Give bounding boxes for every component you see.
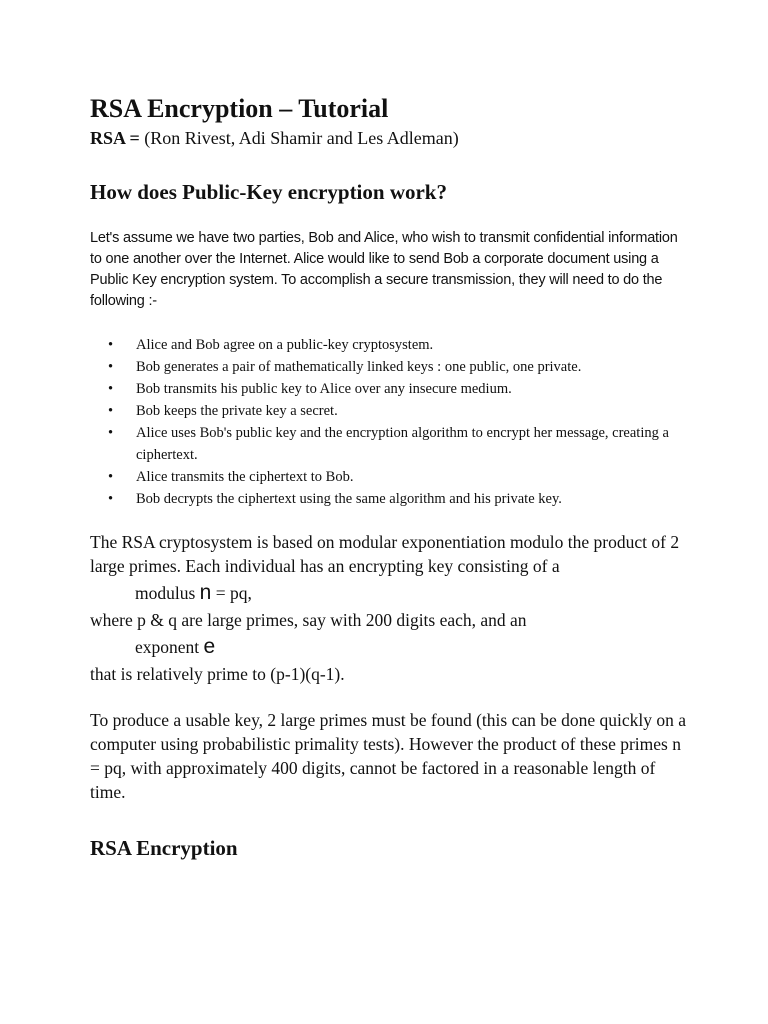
list-item-text: Bob decrypts the ciphertext using the same algorithm and his private key. [136, 491, 562, 507]
bullet-icon: • [108, 381, 114, 397]
section-heading-rsa-encryption: RSA Encryption [90, 836, 238, 860]
list-item [108, 466, 690, 488]
bullet-icon: • [108, 359, 114, 375]
page-title: RSA Encryption – Tutorial [90, 94, 389, 123]
modulus-label: modulus [135, 583, 196, 603]
bullet-icon: • [108, 403, 114, 419]
bullet-icon: • [108, 469, 114, 485]
list-item-text: Bob keeps the private key a secret. [136, 403, 338, 419]
exponent-line [90, 632, 690, 662]
exponent-label: exponent [135, 637, 200, 657]
subtitle-text: (Ron Rivest, Adi Shamir and Les Adleman) [144, 128, 459, 148]
list-item [108, 378, 690, 400]
bullet-icon: • [108, 491, 114, 507]
list-item-text: Bob generates a pair of mathematically linked keys : one public, one private. [136, 359, 582, 375]
key-paragraph: To produce a usable key, 2 large primes must be found (this can be done quickly on a computer using probabilistic primality tests). However the product of these primes n = pq, with approximately 400 digits, cannot be factored in a reasonable length of time. [90, 710, 687, 802]
list-item [108, 334, 690, 356]
list-item [108, 422, 690, 466]
intro-paragraph: Let's assume we have two parties, Bob and Alice, who wish to transmit confidential information to one another over the Internet. Alice would like to send Bob a corporate document using a Public Key encryption system. To accomplish a secure transmission, they will need to do the following :- [90, 230, 678, 309]
rsa-paragraph-line3: that is relatively prime to (p-1)(q-1). [90, 664, 345, 684]
steps-list [90, 334, 690, 510]
modulus-line [90, 578, 690, 608]
list-item [108, 356, 690, 378]
list-item-text: Alice transmits the ciphertext to Bob. [136, 469, 354, 485]
list-item-text: Alice uses Bob's public key and the encryption algorithm to encrypt her message, creating a ciphertext. [136, 425, 669, 463]
modulus-variable: n [199, 581, 212, 604]
list-item-text: Bob transmits his public key to Alice over any insecure medium. [136, 381, 512, 397]
document-page [90, 92, 690, 862]
exponent-variable: e [203, 635, 216, 658]
bullet-icon: • [108, 337, 114, 353]
list-item [108, 400, 690, 422]
section-heading-public-key: How does Public-Key encryption work? [90, 180, 447, 204]
page-subtitle [90, 126, 690, 150]
bullet-icon: • [108, 425, 114, 441]
subtitle-label: RSA = [90, 128, 140, 148]
list-item-text: Alice and Bob agree on a public-key cryptosystem. [136, 337, 434, 353]
modulus-expression: = pq, [215, 583, 252, 603]
list-item [108, 488, 690, 510]
rsa-paragraph-line2: where p & q are large primes, say with 200 digits each, and an [90, 610, 527, 630]
rsa-paragraph-line1: The RSA cryptosystem is based on modular exponentiation modulo the product of 2 large primes. Each individual has an encrypting key consisting of a [90, 532, 680, 576]
